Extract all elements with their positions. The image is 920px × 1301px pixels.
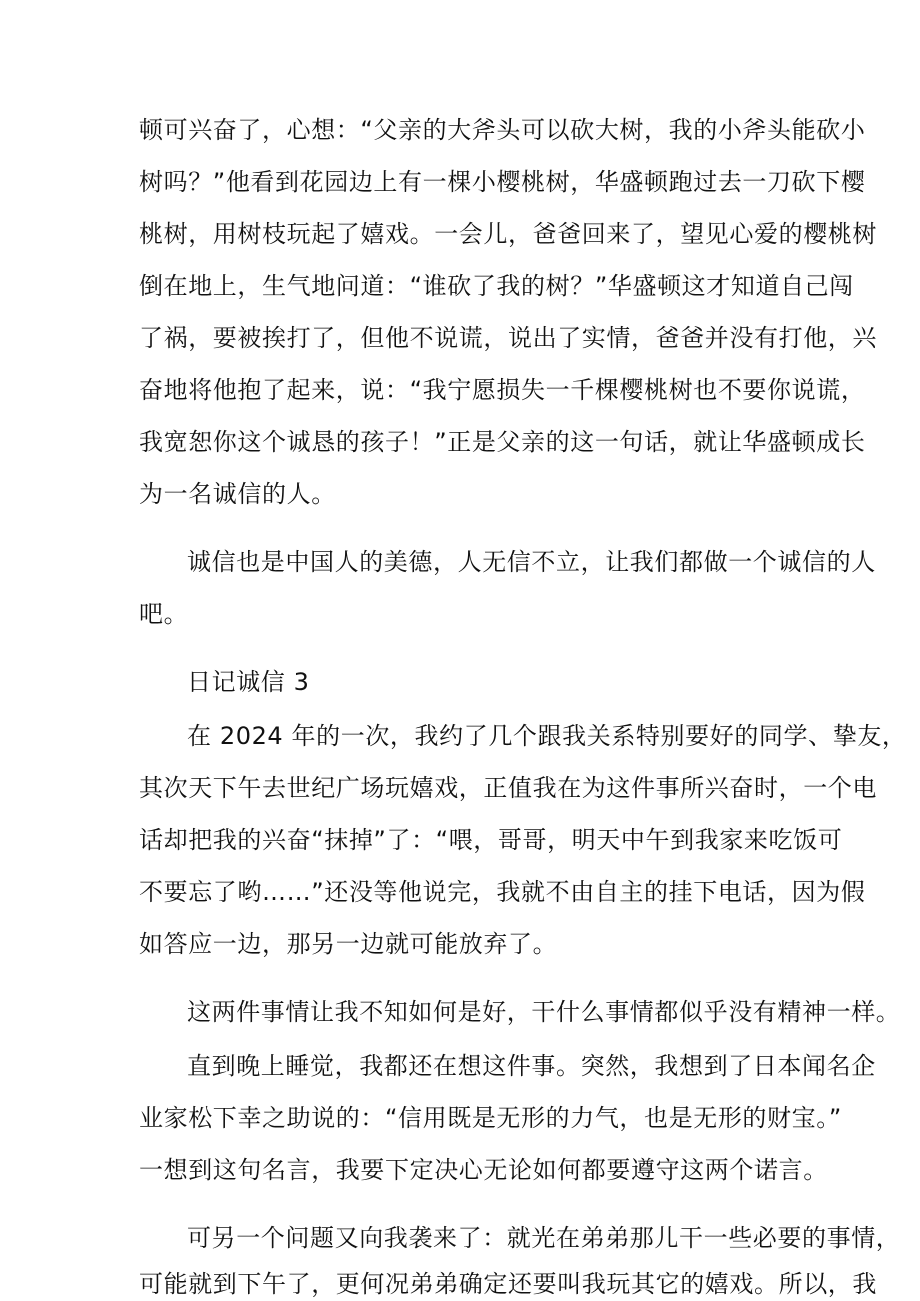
text-line: 直到晚上睡觉，我都还在想这件事。突然，我想到了日本闻名企 bbox=[187, 1052, 876, 1080]
text-line: 奋地将他抱了起来，说：“我宁愿损失一千棵樱桃树也不要你说谎， bbox=[139, 376, 866, 404]
text-line: 为一名诚信的人。 bbox=[139, 480, 336, 508]
text-line: 其次天下午去世纪广场玩嬉戏，正值我在为这件事所兴奋时，一个电 bbox=[139, 774, 877, 802]
text-line: 诚信也是中国人的美德，人无信不立，让我们都做一个诚信的人 bbox=[187, 548, 876, 576]
text-line: 在 2024 年的一次，我约了几个跟我关系特别要好的同学、挚友， bbox=[187, 722, 907, 750]
section-heading: 日记诚信 3 bbox=[187, 668, 310, 696]
text-line: 倒在地上，生气地问道：“谁砍了我的树？”华盛顿这才知道自己闯 bbox=[139, 272, 854, 300]
text-line: 业家松下幸之助说的：“信用既是无形的力气，也是无形的财宝。” bbox=[139, 1104, 842, 1132]
text-line: 这两件事情让我不知如何是好，干什么事情都似乎没有精神一样。 bbox=[187, 998, 901, 1026]
text-line: 我宽恕你这个诚恳的孩子！”正是父亲的这一句话，就让华盛顿成长 bbox=[139, 428, 866, 456]
text-line: 吧。 bbox=[139, 600, 189, 628]
text-line: 如答应一边，那另一边就可能放弃了。 bbox=[139, 930, 558, 958]
text-line: 桃树，用树枝玩起了嬉戏。一会儿，爸爸回来了，望见心爱的樱桃树 bbox=[139, 220, 877, 248]
text-line: 了祸，要被挨打了，但他不说谎，说出了实情，爸爸并没有打他，兴 bbox=[139, 324, 877, 352]
text-line: 话却把我的兴奋“抹掉”了：“喂，哥哥，明天中午到我家来吃饭可 bbox=[139, 826, 843, 854]
text-line: 顿可兴奋了，心想：“父亲的大斧头可以砍大树，我的小斧头能砍小 bbox=[139, 116, 866, 144]
text-line: 不要忘了哟……”还没等他说完，我就不由自主的挂下电话，因为假 bbox=[139, 878, 866, 906]
text-line: 树吗？”他看到花园边上有一棵小樱桃树，华盛顿跑过去一刀砍下樱 bbox=[139, 168, 866, 196]
text-line: 一想到这句名言，我要下定决心无论如何都要遵守这两个诺言。 bbox=[139, 1156, 828, 1184]
text-line: 可能就到下午了，更何况弟弟确定还要叫我玩其它的嬉戏。所以，我 bbox=[139, 1270, 877, 1298]
text-line: 可另一个问题又向我袭来了：就光在弟弟那儿干一些必要的事情， bbox=[187, 1224, 901, 1252]
